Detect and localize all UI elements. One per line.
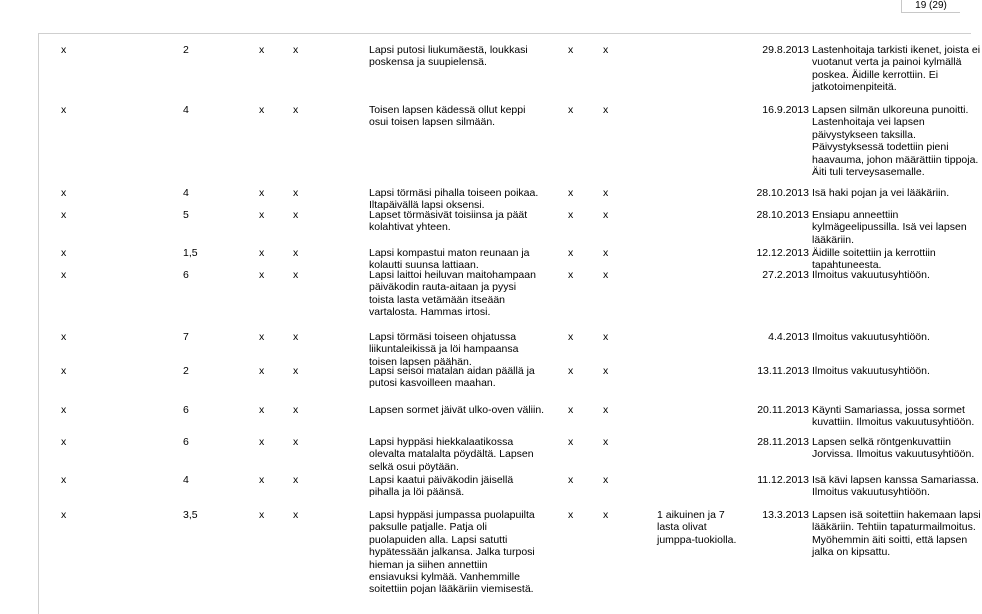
page-number: 19 (29) xyxy=(901,0,960,13)
cell-type-mark: x xyxy=(61,509,67,521)
cell-description: Lapsen sormet jäivät ulko-oven väliin. xyxy=(369,404,545,416)
cell-mark-2: x xyxy=(293,269,299,281)
cell-mark-1: x xyxy=(259,44,265,56)
cell-date: 29.8.2013 xyxy=(762,44,809,56)
cell-description: Toisen lapsen kädessä ollut keppi osui toisen lapsen silmään. xyxy=(369,104,526,129)
cell-mark-3: x xyxy=(568,404,574,416)
cell-follow-up: Käynti Samariassa, jossa sormet kuvattiin. Ilmoitus vakuutusyhtiöön. xyxy=(812,404,975,429)
cell-date: 20.11.2013 xyxy=(757,404,809,416)
cell-mark-4: x xyxy=(603,436,609,448)
cell-age: 6 xyxy=(183,269,189,281)
cell-date: 4.4.2013 xyxy=(768,331,809,343)
cell-date: 13.11.2013 xyxy=(757,365,809,377)
cell-follow-up: Ilmoitus vakuutusyhtiöön. xyxy=(812,269,930,281)
cell-mark-1: x xyxy=(259,104,265,116)
cell-follow-up: Isä kävi lapsen kanssa Samariassa. Ilmoitus vakuutusyhtiöön. xyxy=(812,474,979,499)
cell-description: Lapsi kompastui maton reunaan ja kolautti suunsa lattiaan. xyxy=(369,247,530,272)
cell-age: 3,5 xyxy=(183,509,198,521)
cell-age: 5 xyxy=(183,209,189,221)
cell-age: 7 xyxy=(183,331,189,343)
cell-mark-4: x xyxy=(603,247,609,259)
cell-mark-4: x xyxy=(603,365,609,377)
cell-age: 2 xyxy=(183,365,189,377)
cell-mark-1: x xyxy=(259,436,265,448)
cell-follow-up: Ilmoitus vakuutusyhtiöön. xyxy=(812,331,930,343)
incident-table xyxy=(38,33,981,614)
cell-mark-1: x xyxy=(259,365,265,377)
cell-follow-up: Äidille soitettiin ja kerrottiin tapahtuneesta. xyxy=(812,247,936,272)
cell-type-mark: x xyxy=(61,209,67,221)
cell-mark-1: x xyxy=(259,474,265,486)
cell-extra-info: 1 aikuinen ja 7 lasta olivat jumppa-tuokiolla. xyxy=(657,509,737,546)
cell-follow-up: Lapsen isä soitettiin hakemaan lapsi lääkäriin. Tehtiin tapaturmailmoitus. Myöhemmin äiti soitti, että lapsen jalka on kipsattu. xyxy=(812,509,981,559)
cell-follow-up: Lapsen silmän ulkoreuna punoitti. Lastenhoitaja vei lapsen päivystykseen taksilla. Päivystyksessä todettiin pieni haavauma, johon määrättiin tippoja. Äiti tuli terveysasemalle. xyxy=(812,104,979,179)
cell-follow-up: Isä haki pojan ja vei lääkäriin. xyxy=(812,187,950,199)
cell-mark-4: x xyxy=(603,509,609,521)
cell-mark-1: x xyxy=(259,331,265,343)
cell-description: Lapsi kaatui päiväkodin jäisellä pihalla ja löi päänsä. xyxy=(369,474,514,499)
cell-date: 16.9.2013 xyxy=(762,104,809,116)
cell-age: 4 xyxy=(183,187,189,199)
cell-date: 27.2.2013 xyxy=(762,269,809,281)
cell-mark-4: x xyxy=(603,474,609,486)
cell-age: 6 xyxy=(183,436,189,448)
cell-mark-3: x xyxy=(568,247,574,259)
cell-mark-2: x xyxy=(293,104,299,116)
cell-age: 6 xyxy=(183,404,189,416)
cell-description: Lapsi hyppäsi hiekkalaatikossa olevalta matalalta pöydältä. Lapsen selkä osui pöytään. xyxy=(369,436,534,473)
cell-mark-4: x xyxy=(603,331,609,343)
cell-type-mark: x xyxy=(61,104,67,116)
cell-mark-4: x xyxy=(603,104,609,116)
cell-mark-3: x xyxy=(568,44,574,56)
cell-mark-1: x xyxy=(259,187,265,199)
cell-mark-2: x xyxy=(293,365,299,377)
cell-age: 4 xyxy=(183,474,189,486)
cell-follow-up: Lastenhoitaja tarkisti ikenet, joista ei vuotanut verta ja painoi kylmällä poskea. Äidille kerrottiin. Ei jatkotoimenpiteitä. xyxy=(812,44,981,94)
cell-mark-3: x xyxy=(568,187,574,199)
cell-mark-1: x xyxy=(259,247,265,259)
cell-date: 28.11.2013 xyxy=(757,436,809,448)
cell-mark-4: x xyxy=(603,404,609,416)
cell-type-mark: x xyxy=(61,44,67,56)
cell-mark-2: x xyxy=(293,247,299,259)
cell-mark-4: x xyxy=(603,44,609,56)
cell-type-mark: x xyxy=(61,187,67,199)
cell-type-mark: x xyxy=(61,474,67,486)
cell-mark-1: x xyxy=(259,404,265,416)
cell-mark-2: x xyxy=(293,436,299,448)
cell-mark-1: x xyxy=(259,209,265,221)
cell-follow-up: Ensiapu anneettiin kylmägeelipussilla. Isä vei lapsen lääkäriin. xyxy=(812,209,967,246)
cell-mark-3: x xyxy=(568,436,574,448)
cell-mark-2: x xyxy=(293,209,299,221)
cell-description: Lapsi törmäsi toiseen ohjatussa liikuntaleikissä ja löi hampaansa toisen lapsen päähän. xyxy=(369,331,519,368)
cell-mark-3: x xyxy=(568,104,574,116)
cell-type-mark: x xyxy=(61,365,67,377)
cell-mark-2: x xyxy=(293,331,299,343)
cell-mark-4: x xyxy=(603,187,609,199)
cell-mark-4: x xyxy=(603,269,609,281)
cell-type-mark: x xyxy=(61,404,67,416)
cell-date: 12.12.2013 xyxy=(756,247,809,259)
cell-date: 13.3.2013 xyxy=(762,509,809,521)
cell-date: 28.10.2013 xyxy=(756,187,809,199)
cell-mark-2: x xyxy=(293,404,299,416)
cell-age: 2 xyxy=(183,44,189,56)
cell-description: Lapsi törmäsi pihalla toiseen poikaa. Iltapäivällä lapsi oksensi. xyxy=(369,187,539,212)
cell-date: 11.12.2013 xyxy=(757,474,809,486)
cell-mark-1: x xyxy=(259,509,265,521)
cell-type-mark: x xyxy=(61,436,67,448)
cell-age: 1,5 xyxy=(183,247,198,259)
cell-mark-3: x xyxy=(568,331,574,343)
cell-mark-2: x xyxy=(293,187,299,199)
cell-type-mark: x xyxy=(61,331,67,343)
cell-mark-4: x xyxy=(603,209,609,221)
cell-description: Lapsi seisoi matalan aidan päällä ja putosi kasvoilleen maahan. xyxy=(369,365,535,390)
cell-description: Lapsi hyppäsi jumpassa puolapuilta paksulle patjalle. Patja oli puolapuiden alla. Lapsi satutti hypätessään jalkansa. Jalka turposi hieman ja siihen annettiin ensiavuksi kylmää. Vanhemmille soitettiin pojan lääkäriin viemisestä. xyxy=(369,509,535,596)
cell-mark-3: x xyxy=(568,509,574,521)
cell-mark-2: x xyxy=(293,474,299,486)
cell-mark-3: x xyxy=(568,365,574,377)
cell-type-mark: x xyxy=(61,247,67,259)
cell-follow-up: Lapsen selkä röntgenkuvattiin Jorvissa. Ilmoitus vakuutusyhtiöön. xyxy=(812,436,975,461)
cell-description: Lapset törmäsivät toisiinsa ja päät kolahtivat yhteen. xyxy=(369,209,528,234)
cell-mark-1: x xyxy=(259,269,265,281)
cell-mark-3: x xyxy=(568,209,574,221)
cell-date: 28.10.2013 xyxy=(756,209,809,221)
cell-age: 4 xyxy=(183,104,189,116)
cell-mark-2: x xyxy=(293,44,299,56)
cell-description: Lapsi laittoi heiluvan maitohampaan päiväkodin rauta-aitaan ja pyysi toista lasta vetämään itseään vartalosta. Hammas irtosi. xyxy=(369,269,536,319)
cell-mark-3: x xyxy=(568,269,574,281)
cell-mark-2: x xyxy=(293,509,299,521)
cell-follow-up: Ilmoitus vakuutusyhtiöön. xyxy=(812,365,930,377)
cell-mark-3: x xyxy=(568,474,574,486)
cell-description: Lapsi putosi liukumäestä, loukkasi poskensa ja suupielensä. xyxy=(369,44,528,69)
cell-type-mark: x xyxy=(61,269,67,281)
